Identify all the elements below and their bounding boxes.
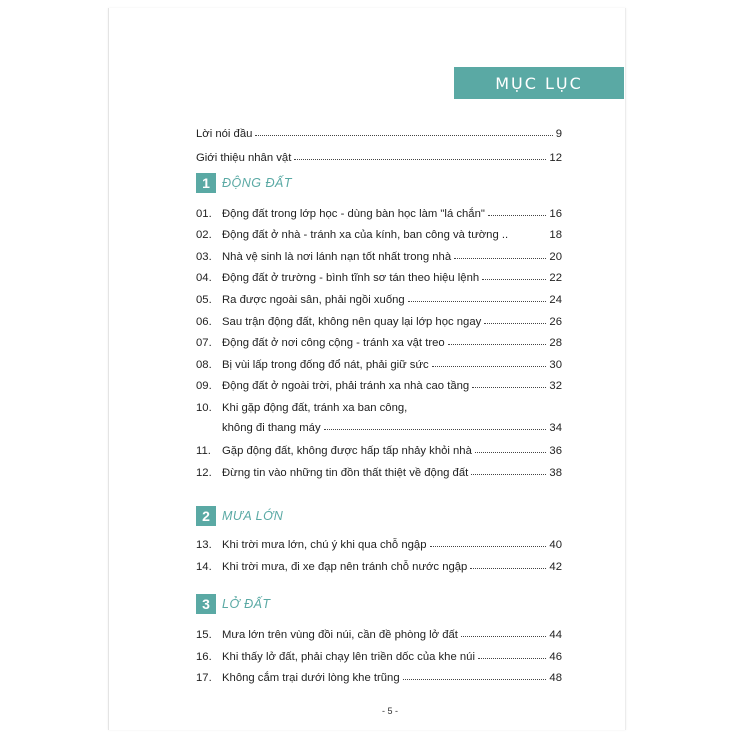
entry-text: Gặp động đất, không được hấp tấp nhảy khỏi nhà: [222, 445, 472, 457]
section-number: 3: [196, 594, 216, 614]
entry-text: Ra được ngoài sân, phải ngồi xuống: [222, 294, 405, 306]
entry-text: Động đất ở nơi công cộng - tránh xa vật treo: [222, 337, 445, 349]
section-title: MƯA LỚN: [222, 509, 284, 523]
entry-text: Giới thiệu nhân vật: [196, 152, 292, 164]
entry-page: 16: [549, 208, 562, 220]
section-title: LỞ ĐẤT: [222, 597, 271, 611]
entry-page: 28: [549, 337, 562, 349]
entry-page: 18: [549, 229, 562, 241]
section-title: ĐỘNG ĐẤT: [222, 176, 292, 190]
entry-text: Động đất trong lớp học - dùng bàn học làm "lá chắn": [222, 208, 485, 220]
entry-text: Động đất ở ngoài trời, phải tránh xa nhà cao tầng: [222, 380, 470, 392]
entry-number: 13.: [196, 539, 212, 551]
toc-entry[interactable]: [196, 290, 562, 306]
entry-text: Đừng tin vào những tin đồn thất thiệt về động đất: [222, 467, 469, 479]
toc-title-band: [454, 67, 624, 99]
entry-number: 01.: [196, 208, 212, 220]
toc-entry[interactable]: [196, 376, 562, 392]
entry-number: 11.: [196, 445, 211, 457]
toc-entry[interactable]: [196, 647, 562, 663]
entry-page: 26: [549, 316, 562, 328]
entry-number: 09.: [196, 380, 212, 392]
section-header-3: [196, 594, 271, 614]
entry-text-continued: không đi thang máy: [222, 422, 321, 434]
entry-number: 07.: [196, 337, 212, 349]
leader-dots: [475, 452, 547, 453]
entry-text: Khi trời mưa, đi xe đạp nên tránh chỗ nước ngập: [222, 561, 468, 573]
entry-text: Nhà vệ sinh là nơi lánh nạn tốt nhất trong nhà: [222, 251, 452, 263]
entry-page: 30: [549, 359, 562, 371]
toc-entry-continuation[interactable]: [196, 418, 562, 434]
entry-page: 22: [549, 272, 562, 284]
toc-entry[interactable]: [196, 204, 562, 220]
toc-entry[interactable]: [196, 225, 562, 241]
entry-page: 44: [549, 629, 562, 641]
entry-page: 42: [549, 561, 562, 573]
leader-dots: [488, 215, 547, 216]
leader-dots: [470, 568, 546, 569]
toc-entry-characters[interactable]: [196, 148, 562, 164]
entry-text: Khi gặp động đất, tránh xa ban công,: [222, 402, 408, 414]
entry-number: 14.: [196, 561, 212, 573]
entry-page: 48: [549, 672, 562, 684]
leader-dots: [403, 679, 547, 680]
toc-entry[interactable]: [196, 398, 562, 414]
toc-entry[interactable]: [196, 463, 562, 479]
entry-number: 16.: [196, 651, 212, 663]
toc-entry[interactable]: [196, 535, 562, 551]
entry-page: 34: [549, 422, 562, 434]
entry-page: 20: [549, 251, 562, 263]
entry-number: 10.: [196, 402, 212, 414]
entry-text: Động đất ở nhà - tránh xa của kính, ban công và tường ..: [222, 229, 509, 241]
entry-text: Khi trời mưa lớn, chú ý khi qua chỗ ngập: [222, 539, 427, 551]
leader-dots: [448, 344, 547, 345]
entry-number: 06.: [196, 316, 212, 328]
entry-text: Không cắm trại dưới lòng khe trũng: [222, 672, 400, 684]
toc-entry-preface[interactable]: [196, 124, 562, 140]
entry-page: 40: [549, 539, 562, 551]
toc-entry[interactable]: [196, 268, 562, 284]
leader-dots: [482, 279, 546, 280]
entry-text: Khi thấy lở đất, phải chạy lên triền dốc của khe núi: [222, 651, 475, 663]
entry-text: Động đất ở trường - bình tĩnh sơ tán theo hiệu lệnh: [222, 272, 480, 284]
section-header-1: [196, 173, 292, 193]
leader-dots: [478, 658, 546, 659]
toc-entry[interactable]: [196, 312, 562, 328]
entry-number: 08.: [196, 359, 212, 371]
leader-dots: [255, 135, 552, 136]
toc-entry[interactable]: [196, 355, 562, 371]
toc-entry[interactable]: [196, 625, 562, 641]
page-number: - 5 -: [381, 706, 398, 716]
entry-number: 03.: [196, 251, 212, 263]
entry-text: Lời nói đầu: [196, 128, 253, 140]
entry-text: Bị vùi lấp trong đống đổ nát, phải giữ sức: [222, 359, 429, 371]
entry-text: Sau trận động đất, không nên quay lại lớp học ngay: [222, 316, 482, 328]
entry-number: 05.: [196, 294, 212, 306]
leader-dots: [454, 258, 546, 259]
entry-page: 32: [549, 380, 562, 392]
entry-page: 9: [555, 128, 562, 140]
toc-entry[interactable]: [196, 557, 562, 573]
leader-dots: [408, 301, 547, 302]
entry-page: 46: [549, 651, 562, 663]
leader-dots: [484, 323, 546, 324]
entry-page: 38: [549, 467, 562, 479]
toc-entry[interactable]: [196, 333, 562, 349]
entry-page: 36: [549, 445, 562, 457]
leader-dots: [472, 387, 546, 388]
leader-dots: [461, 636, 547, 637]
entry-number: 12.: [196, 467, 212, 479]
entry-number: 02.: [196, 229, 212, 241]
entry-text: Mưa lớn trên vùng đồi núi, cần đề phòng lở đất: [222, 629, 458, 641]
section-number: 1: [196, 173, 216, 193]
leader-dots: [432, 366, 547, 367]
section-header-2: [196, 506, 283, 526]
entry-page: 12: [549, 152, 562, 164]
toc-entry[interactable]: [196, 441, 562, 457]
toc-entry[interactable]: [196, 668, 562, 684]
entry-page: 24: [549, 294, 562, 306]
section-number: 2: [196, 506, 216, 526]
toc-title: MỤC LỤC: [495, 73, 583, 93]
leader-dots: [471, 474, 546, 475]
toc-entry[interactable]: [196, 247, 562, 263]
leader-dots: [324, 429, 547, 430]
leader-dots: [294, 159, 546, 160]
leader-dots: [430, 546, 547, 547]
entry-number: 15.: [196, 629, 212, 641]
entry-number: 17.: [196, 672, 212, 684]
entry-number: 04.: [196, 272, 212, 284]
